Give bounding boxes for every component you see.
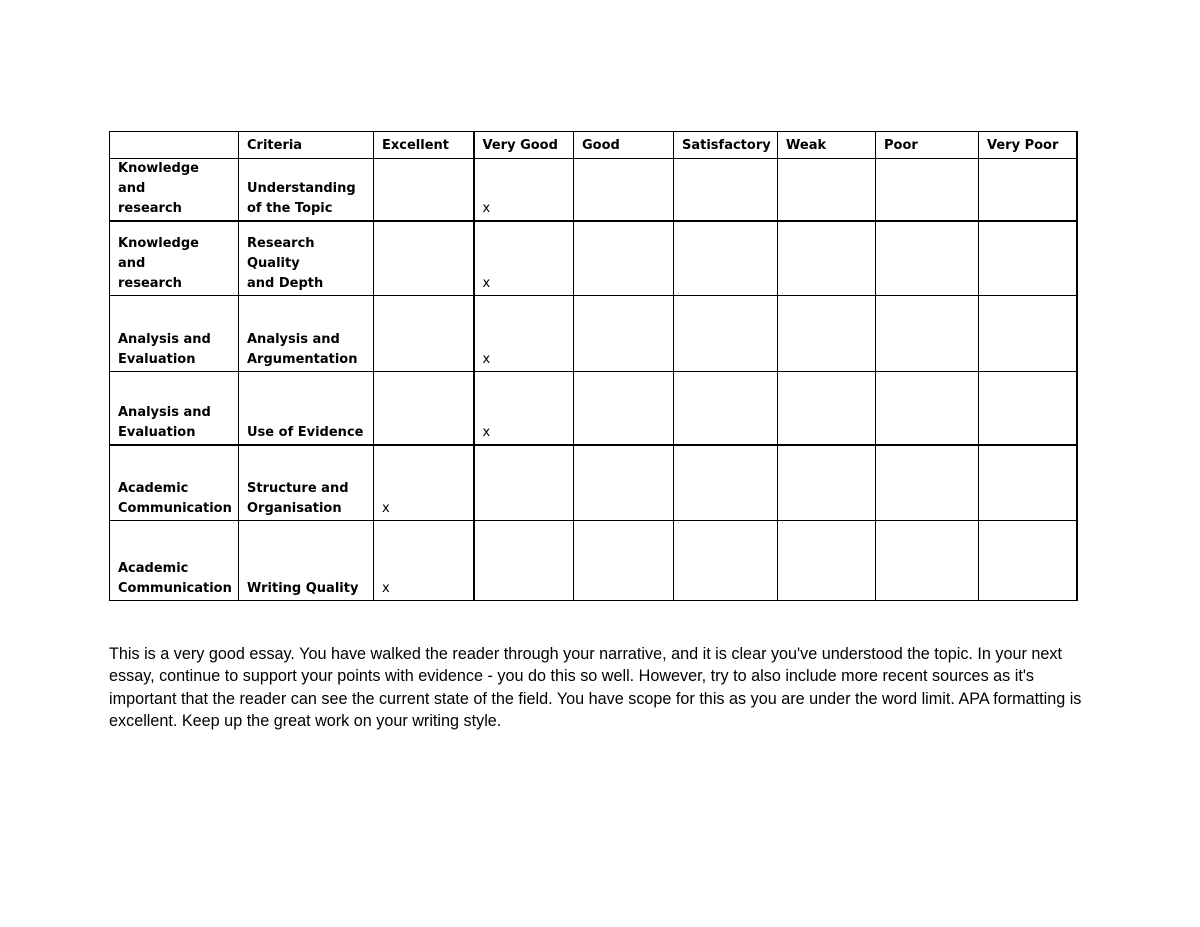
rating-cell-poor — [876, 221, 979, 295]
rating-cell-very-poor — [979, 445, 1077, 520]
rating-cell-excellent: x — [374, 445, 474, 520]
area-label-line1: Analysis and — [118, 331, 211, 347]
rating-cell-poor — [876, 159, 979, 222]
rating-cell-very-good: x — [474, 221, 574, 295]
area-label-line2: Communication — [118, 580, 232, 596]
criteria-cell — [239, 295, 374, 371]
rating-cell-weak — [778, 159, 876, 222]
header-cell-excellent: Excellent — [374, 132, 474, 159]
area-label-line2: research — [118, 201, 182, 216]
rating-cell-very-poor — [979, 371, 1077, 445]
header-cell-poor: Poor — [876, 132, 979, 159]
rating-cell-good — [574, 159, 674, 222]
rating-cell-good — [574, 520, 674, 600]
rating-cell-excellent — [374, 295, 474, 371]
table-row — [110, 371, 1077, 445]
rating-cell-weak — [778, 445, 876, 520]
rating-cell-weak — [778, 221, 876, 295]
criteria-cell — [239, 371, 374, 445]
table-row — [110, 445, 1077, 520]
rating-cell-satisfactory — [674, 295, 778, 371]
rating-cell-good — [574, 295, 674, 371]
table-row — [110, 295, 1077, 371]
table-row — [110, 159, 1077, 222]
area-cell — [110, 520, 239, 600]
rating-cell-very-good: x — [474, 371, 574, 445]
criteria-cell — [239, 520, 374, 600]
criteria-cell — [239, 221, 374, 295]
area-label-line1: Knowledge and — [118, 235, 199, 271]
criteria-label-line1: Research Quality — [247, 235, 315, 271]
area-label-line1: Analysis and — [118, 405, 211, 420]
area-cell — [110, 445, 239, 520]
rating-cell-satisfactory — [674, 159, 778, 222]
rating-cell-good — [574, 221, 674, 295]
area-label-line2: research — [118, 275, 182, 291]
criteria-label-line2: of the Topic — [247, 201, 333, 216]
criteria-label-line2: Writing Quality — [247, 580, 359, 596]
area-cell — [110, 221, 239, 295]
rating-cell-very-poor — [979, 295, 1077, 371]
criteria-label-line2: and Depth — [247, 275, 324, 291]
rating-cell-very-good: x — [474, 295, 574, 371]
header-cell-weak: Weak — [778, 132, 876, 159]
area-label-line2: Evaluation — [118, 425, 196, 440]
area-cell — [110, 371, 239, 445]
rating-cell-poor — [876, 371, 979, 445]
criteria-label-line2: Argumentation — [247, 351, 358, 367]
area-label-line1: Academic — [118, 560, 189, 576]
criteria-label-line2: Organisation — [247, 500, 342, 516]
table-row — [110, 520, 1077, 600]
header-cell-area — [110, 132, 239, 159]
rating-cell-excellent: x — [374, 520, 474, 600]
rating-cell-good — [574, 371, 674, 445]
criteria-cell — [239, 445, 374, 520]
area-cell — [110, 295, 239, 371]
area-cell — [110, 159, 239, 222]
rating-cell-weak — [778, 371, 876, 445]
rating-cell-very-poor — [979, 221, 1077, 295]
rating-cell-good — [574, 445, 674, 520]
area-label-line1: Academic — [118, 480, 189, 496]
feedback-paragraph: This is a very good essay. You have walked the reader through your narrative, and it is clear you've understood the topic. In your next essay, continue to support your points with evidence - you do this so well. However, try to also include more recent sources as it's important that the reader can see the current state of the field. You have scope for this as you are under the word limit. APA formatting is excellent. Keep up the great work on your writing style. — [109, 645, 1082, 730]
header-row — [110, 132, 1077, 159]
rating-cell-weak — [778, 520, 876, 600]
rating-cell-satisfactory — [674, 371, 778, 445]
rating-cell-weak — [778, 295, 876, 371]
criteria-label-line1: Analysis and — [247, 331, 340, 347]
rating-cell-very-poor — [979, 520, 1077, 600]
rating-cell-excellent — [374, 159, 474, 222]
rating-cell-excellent — [374, 371, 474, 445]
table-row — [110, 221, 1077, 295]
rating-cell-excellent — [374, 221, 474, 295]
rating-cell-very-good — [474, 445, 574, 520]
rating-cell-very-good — [474, 520, 574, 600]
rating-cell-satisfactory — [674, 221, 778, 295]
criteria-cell — [239, 159, 374, 222]
area-label-line2: Communication — [118, 500, 232, 516]
header-cell-very-poor: Very Poor — [979, 132, 1077, 159]
rating-cell-very-poor — [979, 159, 1077, 222]
area-label-line1: Knowledge and — [118, 161, 199, 196]
rating-cell-poor — [876, 295, 979, 371]
rating-cell-satisfactory — [674, 445, 778, 520]
criteria-label-line1: Understanding — [247, 181, 356, 196]
header-cell-very-good: Very Good — [474, 132, 574, 159]
area-label-line2: Evaluation — [118, 351, 196, 367]
header-cell-satisfactory: Satisfactory — [674, 132, 778, 159]
criteria-label-line2: Use of Evidence — [247, 425, 364, 440]
criteria-label-line1: Structure and — [247, 480, 349, 496]
header-cell-criteria: Criteria — [239, 132, 374, 159]
rating-cell-very-good: x — [474, 159, 574, 222]
rating-cell-poor — [876, 445, 979, 520]
rubric-table — [109, 131, 1078, 601]
header-cell-good: Good — [574, 132, 674, 159]
rating-cell-poor — [876, 520, 979, 600]
rating-cell-satisfactory — [674, 520, 778, 600]
